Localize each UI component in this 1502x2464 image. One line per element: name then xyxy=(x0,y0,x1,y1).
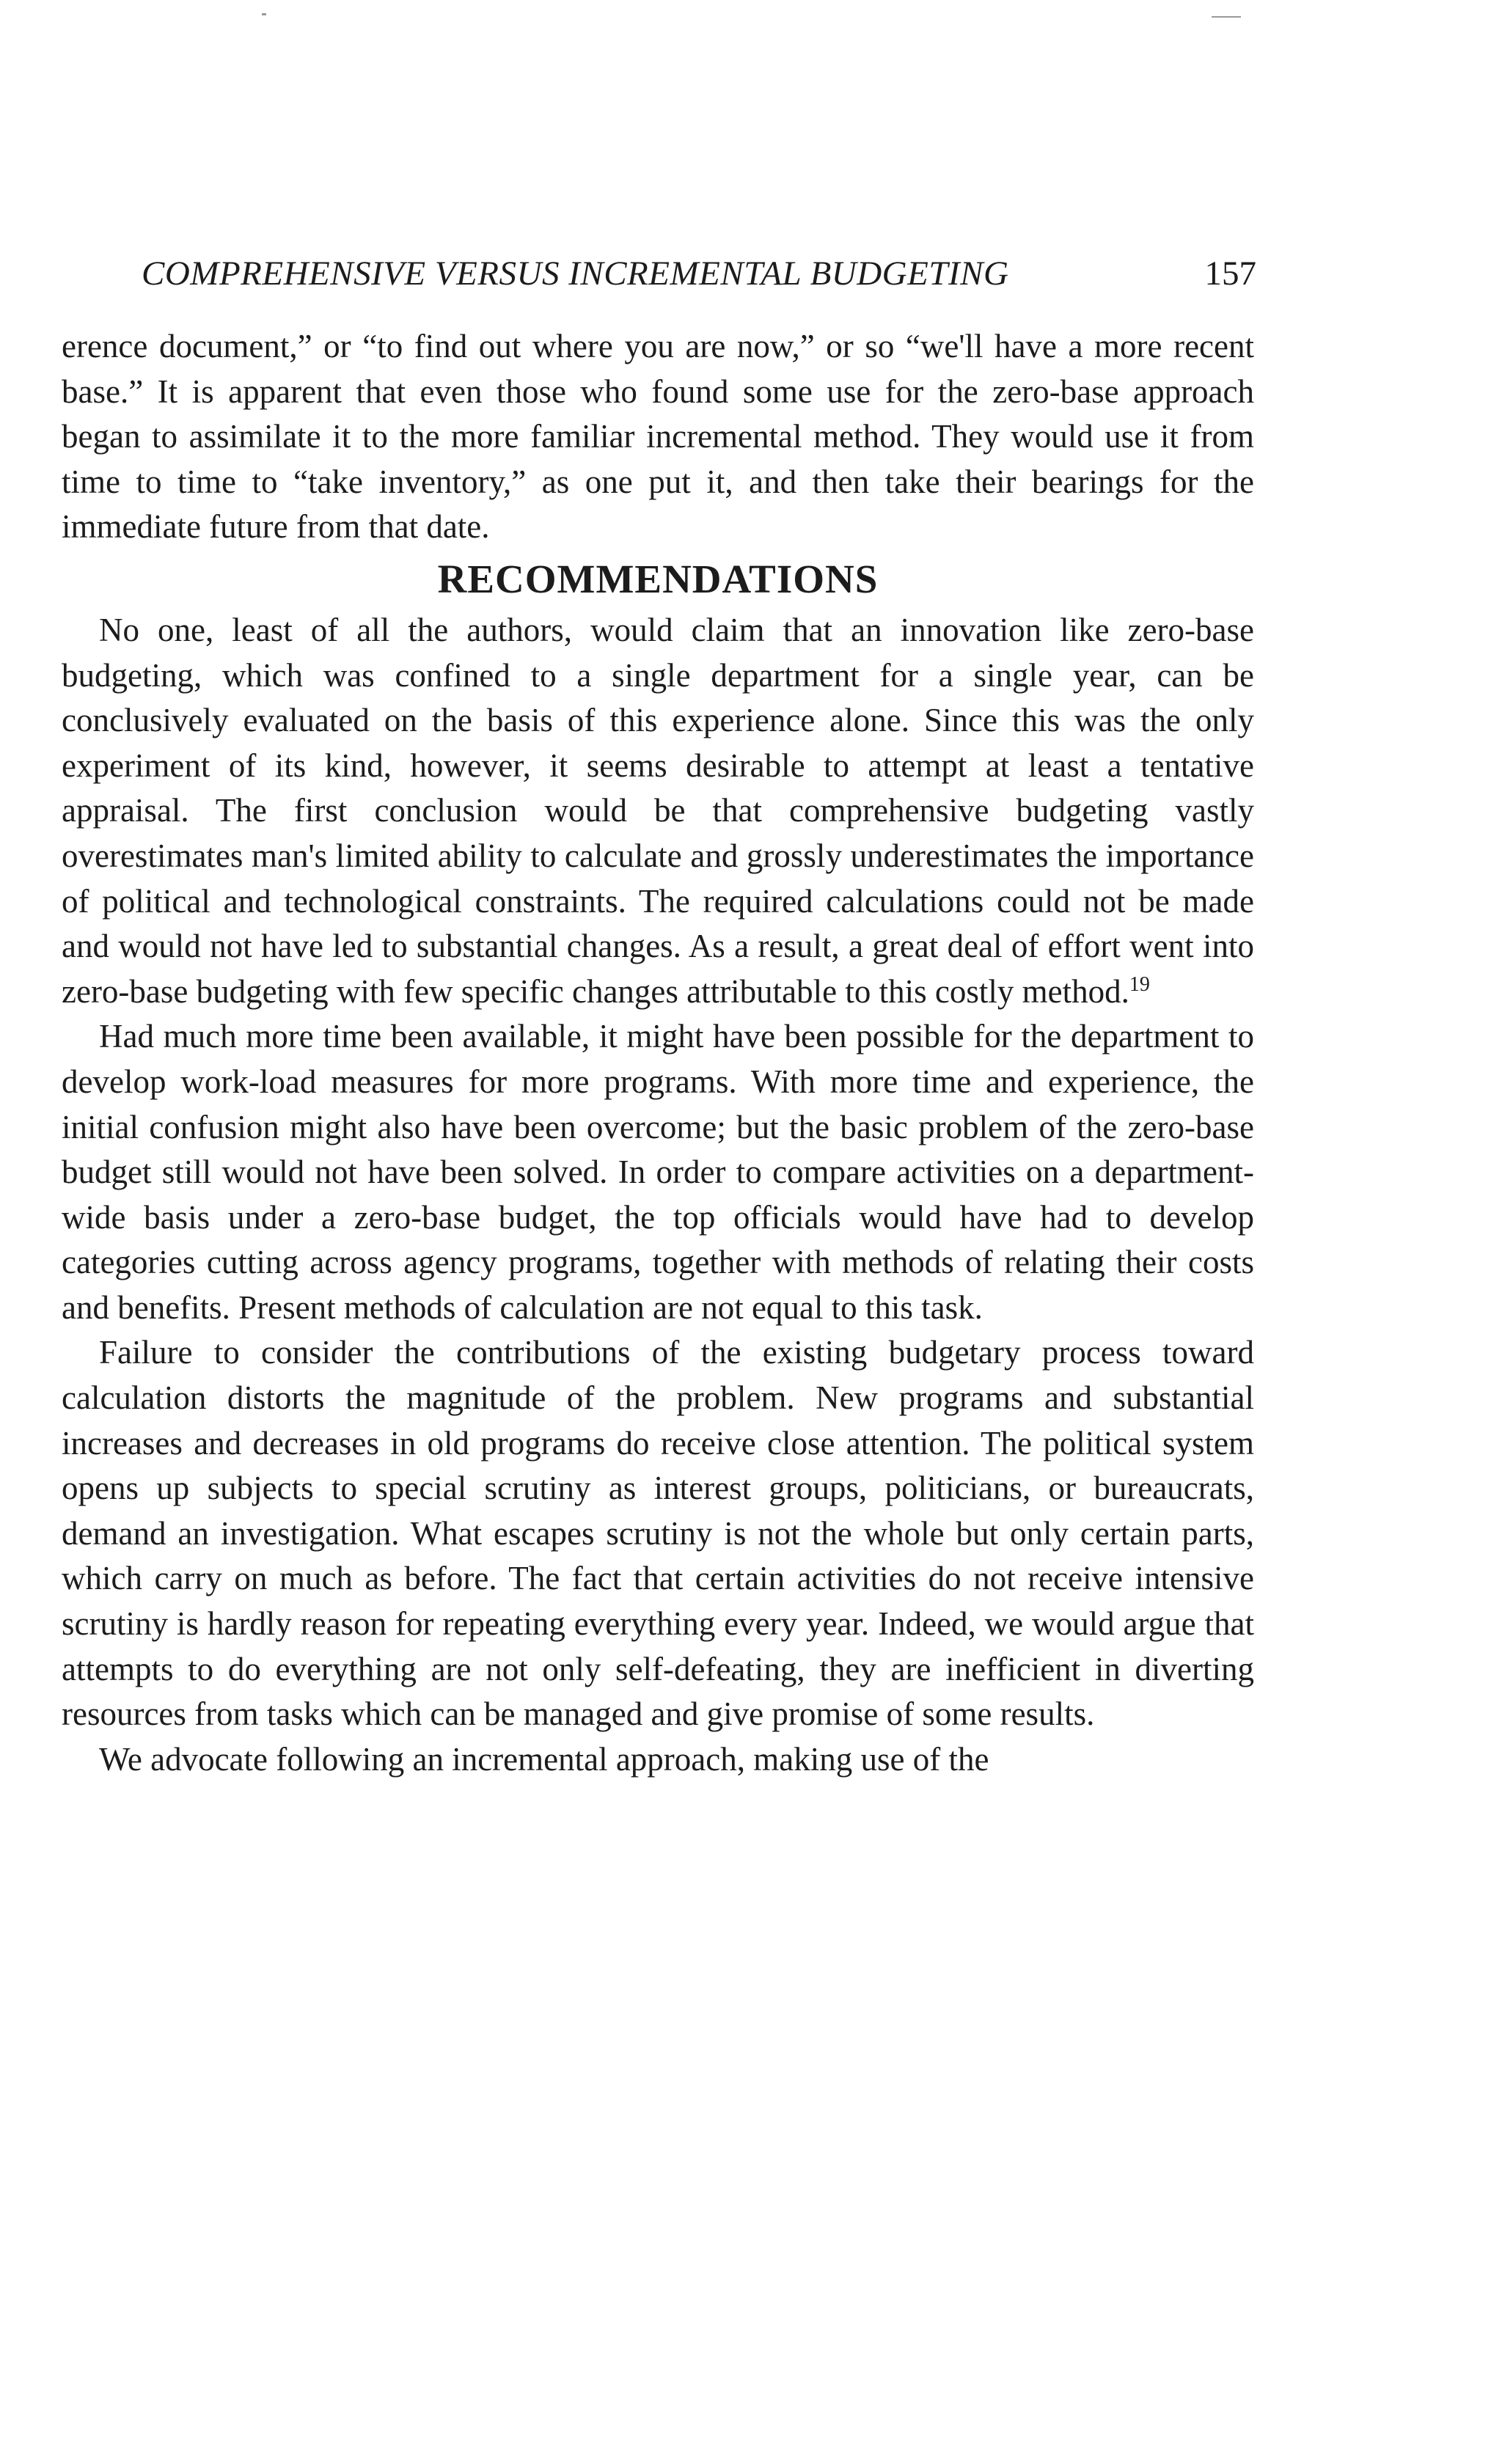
paragraph: Failure to consider the contributions of the existing budgetary process toward calculation distorts the magnitude of the problem. New programs and substantial increases and decreases in old programs do receive close attention. The political system opens up subjects to special scrutiny as interest groups, politicians, or bureaucrats, demand an investigation. What escapes scrutiny is not the whole but only certain parts, which carry on much as before. The fact that certain activities do not receive intensive scrutiny is hardly reason for repeating everything every year. Indeed, we would argue that attempts to do everything are not only self-defeating, they are inefficient in diverting resources from tasks which can be managed and give promise of some results. xyxy=(62,1334,1254,1733)
running-head xyxy=(142,248,1256,299)
paragraph: We advocate following an incremental approach, making use of the xyxy=(99,1740,989,1778)
scan-artifact xyxy=(1212,16,1241,18)
paragraph-continued: erence document,” or “to find out where you are now,” or so “we'll have a more recent base.” It is apparent that even those who found some use for the zero-base approach began to assimilate it to the more familiar incremental method. They would use it from time to time to “take inventory,” as one put it, and then take their bearings for the immediate future from that date. xyxy=(62,328,1254,546)
scan-artifact xyxy=(262,13,266,15)
body-text xyxy=(62,324,1254,1782)
footnote-reference: 19 xyxy=(1129,972,1150,996)
section-heading: RECOMMENDATIONS xyxy=(437,556,879,601)
paragraph xyxy=(62,608,1254,1014)
paragraph-text: No one, least of all the authors, would claim that an innovation like zero-base budgeting, which was confined to a single department for a single year, can be conclusively evaluated on the basis of this experience alone. Since this was the only experiment of its kind, however, it seems desirable to attempt at least a tentative appraisal. The first conclusion would be that comprehensive budgeting vastly overestimates man's limited ability to calculate and grossly underestimates the importance of political and technological constraints. The required calculations could not be made and would not have led to substantial changes. As a result, a great deal of effort went into zero-base budgeting with few specific changes attributable to this costly method. xyxy=(62,611,1254,1010)
page-number: 157 xyxy=(1204,254,1256,293)
running-head-title: COMPREHENSIVE VERSUS INCREMENTAL BUDGETING xyxy=(142,254,1009,293)
paragraph: Had much more time been available, it might have been possible for the department to develop work-load measures for more programs. With more time and experience, the initial confusion might also have been overcome; but the basic problem of the zero-base budget still would not have been solved. In order to compare activities on a department-wide basis under a zero-base budget, the top officials would have had to develop categories cutting across agency programs, together with methods of relating their costs and benefits. Present methods of calculation are not equal to this task. xyxy=(62,1018,1254,1326)
